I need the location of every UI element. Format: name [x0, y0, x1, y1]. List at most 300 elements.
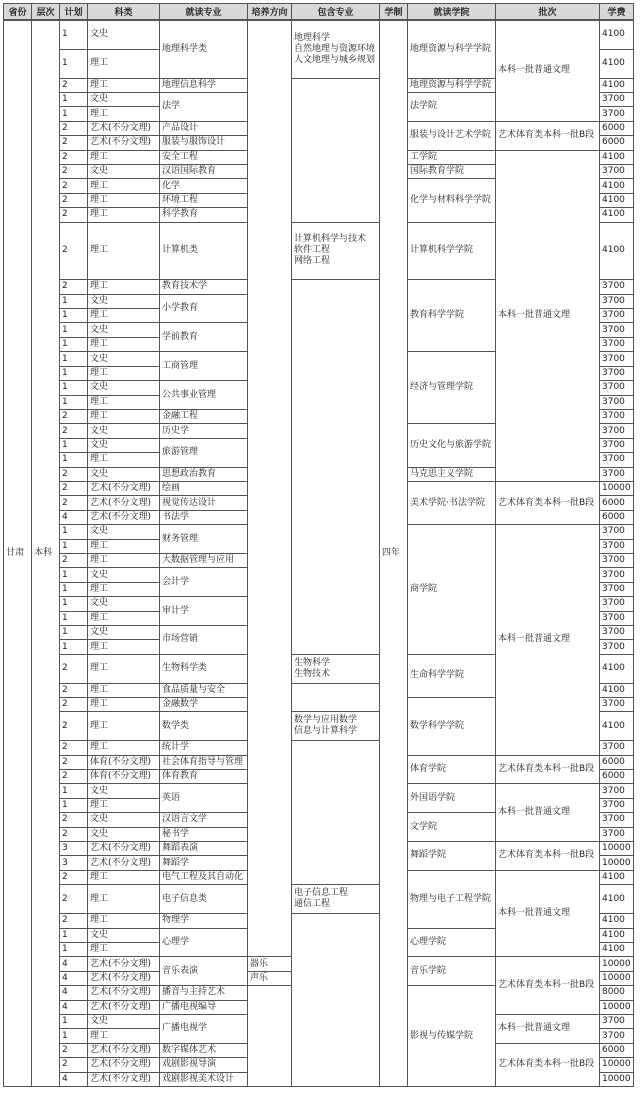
batch-cell: 本科一批普通文理: [496, 784, 600, 842]
plan-cell: 2: [60, 683, 88, 697]
plan-cell: 2: [60, 121, 88, 135]
plan-cell: 2: [60, 136, 88, 150]
subject-cell: 理工: [88, 1029, 160, 1043]
major-cell: 物理学: [160, 914, 248, 928]
major-cell: 历史学: [160, 424, 248, 438]
fee-cell: 3700: [600, 1014, 634, 1028]
subject-cell: 理工: [88, 942, 160, 956]
includes-cell: 电子信息工程 通信工程: [292, 885, 380, 914]
batch-cell: 艺术体育类本科一批B段: [496, 1043, 600, 1086]
subject-cell: 艺术(不分文理): [88, 856, 160, 870]
subject-cell: 艺术(不分文理): [88, 1058, 160, 1072]
plan-cell: 2: [60, 770, 88, 784]
subject-cell: 理工: [88, 193, 160, 207]
fee-cell: 4100: [600, 78, 634, 92]
province-cell: 甘肃: [4, 21, 32, 1087]
fee-cell: 3700: [600, 381, 634, 395]
fee-cell: 3700: [600, 611, 634, 625]
subject-cell: 艺术(不分文理): [88, 1072, 160, 1086]
plan-cell: 1: [60, 1014, 88, 1028]
major-cell: 广播电视学: [160, 1014, 248, 1043]
subject-cell: 艺术(不分文理): [88, 496, 160, 510]
batch-cell: 本科一批普通文理: [496, 870, 600, 956]
plan-cell: 1: [60, 525, 88, 539]
subject-cell: 理工: [88, 337, 160, 351]
plan-cell: 1: [60, 582, 88, 596]
subject-cell: 艺术(不分文理): [88, 481, 160, 495]
college-cell: 商学院: [408, 525, 496, 655]
subject-cell: 理工: [88, 712, 160, 741]
plan-cell: 1: [60, 395, 88, 409]
plan-cell: 4: [60, 1072, 88, 1086]
fee-cell: 6000: [600, 770, 634, 784]
subject-cell: 理工: [88, 107, 160, 121]
plan-cell: 1: [60, 107, 88, 121]
header-duration: 学制: [380, 4, 408, 20]
fee-cell: 3700: [600, 784, 634, 798]
subject-cell: 艺术(不分文理): [88, 510, 160, 524]
subject-cell: 理工: [88, 366, 160, 380]
fee-cell: 3700: [600, 107, 634, 121]
subject-cell: 理工: [88, 150, 160, 164]
plan-cell: 3: [60, 842, 88, 856]
subject-cell: 艺术(不分文理): [88, 121, 160, 135]
college-cell: 计算机科学学院: [408, 222, 496, 280]
plan-cell: 2: [60, 78, 88, 92]
fee-cell: 3700: [600, 582, 634, 596]
fee-cell: 4100: [600, 21, 634, 50]
fee-cell: 3700: [600, 1029, 634, 1043]
major-cell: 绘画: [160, 481, 248, 495]
fee-cell: 3700: [600, 337, 634, 351]
plan-cell: 2: [60, 813, 88, 827]
fee-cell: 3700: [600, 827, 634, 841]
fee-cell: 6000: [600, 510, 634, 524]
college-cell: 地理资源与科学学院: [408, 78, 496, 92]
major-cell: 服装与服饰设计: [160, 136, 248, 150]
fee-cell: 3700: [600, 698, 634, 712]
subject-cell: 理工: [88, 611, 160, 625]
fee-cell: 6000: [600, 496, 634, 510]
major-cell: 电气工程及其自动化: [160, 870, 248, 884]
major-cell: 戏剧影视导演: [160, 1058, 248, 1072]
includes-cell: 数学与应用数学 信息与计算科学: [292, 712, 380, 741]
subject-cell: 理工: [88, 914, 160, 928]
fee-cell: 3700: [600, 798, 634, 812]
major-cell: 地理科学类: [160, 21, 248, 79]
major-cell: 心理学: [160, 928, 248, 957]
direction-cell: [248, 986, 292, 1087]
plan-cell: 2: [60, 481, 88, 495]
fee-cell: 4100: [600, 928, 634, 942]
college-cell: 国际教育学院: [408, 165, 496, 179]
college-cell: 工学院: [408, 150, 496, 164]
subject-cell: 理工: [88, 640, 160, 654]
batch-cell: 艺术体育类本科一批B段: [496, 481, 600, 524]
major-cell: 工商管理: [160, 352, 248, 381]
fee-cell: 3700: [600, 323, 634, 337]
subject-cell: 理工: [88, 870, 160, 884]
major-cell: 广播电视编导: [160, 1000, 248, 1014]
major-cell: 社会体育指导与管理: [160, 755, 248, 769]
plan-cell: 2: [60, 1058, 88, 1072]
college-cell: 化学与材料科学学院: [408, 179, 496, 222]
subject-cell: 理工: [88, 885, 160, 914]
plan-cell: 1: [60, 640, 88, 654]
subject-cell: 文史: [88, 93, 160, 107]
fee-cell: 4100: [600, 49, 634, 78]
subject-cell: 文史: [88, 165, 160, 179]
includes-cell: [292, 683, 380, 712]
fee-cell: 3700: [600, 553, 634, 567]
subject-cell: 艺术(不分文理): [88, 957, 160, 971]
fee-cell: 6000: [600, 121, 634, 135]
subject-cell: 文史: [88, 323, 160, 337]
subject-cell: 理工: [88, 654, 160, 683]
batch-cell: 本科一批普通文理: [496, 150, 600, 481]
header-fee: 学费: [600, 4, 634, 20]
includes-cell: 生物科学 生物技术: [292, 654, 380, 683]
plan-cell: 2: [60, 467, 88, 481]
plan-cell: 2: [60, 885, 88, 914]
plan-cell: 2: [60, 222, 88, 280]
fee-cell: 3700: [600, 525, 634, 539]
fee-cell: 4100: [600, 193, 634, 207]
plan-cell: 1: [60, 49, 88, 78]
subject-cell: 理工: [88, 395, 160, 409]
plan-cell: 1: [60, 611, 88, 625]
major-cell: 统计学: [160, 741, 248, 755]
subject-cell: 理工: [88, 453, 160, 467]
major-cell: 环境工程: [160, 193, 248, 207]
fee-cell: 3700: [600, 568, 634, 582]
college-cell: 舞蹈学院: [408, 842, 496, 871]
major-cell: 舞蹈学: [160, 856, 248, 870]
plan-cell: 4: [60, 957, 88, 971]
plan-cell: 1: [60, 626, 88, 640]
subject-cell: 理工: [88, 280, 160, 294]
plan-cell: 1: [60, 438, 88, 452]
fee-cell: 3700: [600, 309, 634, 323]
subject-cell: 文史: [88, 21, 160, 50]
plan-cell: 2: [60, 409, 88, 423]
subject-cell: 理工: [88, 553, 160, 567]
major-cell: 书法学: [160, 510, 248, 524]
major-cell: 旅游管理: [160, 438, 248, 467]
major-cell: 音乐表演: [160, 957, 248, 986]
plan-cell: 1: [60, 928, 88, 942]
fee-cell: 3700: [600, 424, 634, 438]
plan-cell: 1: [60, 323, 88, 337]
plan-cell: 2: [60, 553, 88, 567]
major-cell: 食品质量与安全: [160, 683, 248, 697]
subject-cell: 体育(不分文理): [88, 755, 160, 769]
fee-cell: 4100: [600, 942, 634, 956]
subject-cell: 文史: [88, 352, 160, 366]
major-cell: 汉语国际教育: [160, 165, 248, 179]
college-cell: 服装与设计艺术学院: [408, 121, 496, 150]
subject-cell: 艺术(不分文理): [88, 1000, 160, 1014]
header-batch: 批次: [496, 4, 600, 20]
header-major: 就读专业: [160, 4, 248, 20]
batch-cell: 艺术体育类本科一批B段: [496, 957, 600, 1015]
major-cell: 财务管理: [160, 525, 248, 554]
fee-cell: 3700: [600, 453, 634, 467]
college-cell: 物理与电子工程学院: [408, 870, 496, 928]
major-cell: 舞蹈表演: [160, 842, 248, 856]
major-cell: 会计学: [160, 568, 248, 597]
subject-cell: 理工: [88, 179, 160, 193]
plan-cell: 2: [60, 208, 88, 222]
college-cell: 数学科学学院: [408, 698, 496, 756]
major-cell: 学前教育: [160, 323, 248, 352]
fee-cell: 10000: [600, 1072, 634, 1086]
batch-cell: 艺术体育类本科一批B段: [496, 121, 600, 150]
subject-cell: 文史: [88, 597, 160, 611]
plan-cell: 1: [60, 21, 88, 50]
plan-cell: 1: [60, 942, 88, 956]
includes-cell: [292, 914, 380, 1087]
fee-cell: 10000: [600, 957, 634, 971]
includes-cell: [292, 78, 380, 222]
major-cell: 数学类: [160, 712, 248, 741]
fee-cell: 4100: [600, 179, 634, 193]
batch-cell: 本科一批普通文理: [496, 525, 600, 755]
direction-cell: 器乐: [248, 957, 292, 971]
fee-cell: 4100: [600, 712, 634, 741]
plan-cell: 2: [60, 827, 88, 841]
fee-cell: 3700: [600, 741, 634, 755]
college-cell: 美术学院·书法学院: [408, 481, 496, 524]
major-cell: 化学: [160, 179, 248, 193]
fee-cell: 10000: [600, 842, 634, 856]
plan-cell: 1: [60, 539, 88, 553]
plan-cell: 1: [60, 366, 88, 380]
plan-cell: 4: [60, 1000, 88, 1014]
major-cell: 法学: [160, 93, 248, 122]
fee-cell: 3700: [600, 467, 634, 481]
subject-cell: 艺术(不分文理): [88, 842, 160, 856]
fee-cell: 3700: [600, 294, 634, 308]
subject-cell: 理工: [88, 698, 160, 712]
fee-cell: 4100: [600, 870, 634, 884]
fee-cell: 3700: [600, 539, 634, 553]
table-row: [4, 21, 634, 50]
major-cell: 公共事业管理: [160, 381, 248, 410]
includes-cell: 计算机科学与技术 软件工程 网络工程: [292, 222, 380, 280]
fee-cell: 10000: [600, 856, 634, 870]
college-cell: 影视与传媒学院: [408, 986, 496, 1087]
subject-cell: 理工: [88, 539, 160, 553]
fee-cell: 4100: [600, 654, 634, 683]
plan-cell: 2: [60, 914, 88, 928]
duration-cell: 四年: [380, 21, 408, 1087]
subject-cell: 文史: [88, 467, 160, 481]
header-includes: 包含专业: [292, 4, 380, 20]
major-cell: 视觉传达设计: [160, 496, 248, 510]
subject-cell: 理工: [88, 409, 160, 423]
fee-cell: 3700: [600, 165, 634, 179]
plan-cell: 2: [60, 179, 88, 193]
fee-cell: 3700: [600, 280, 634, 294]
major-cell: 思想政治教育: [160, 467, 248, 481]
major-cell: 英语: [160, 784, 248, 813]
major-cell: 市场营销: [160, 626, 248, 655]
subject-cell: 理工: [88, 741, 160, 755]
batch-cell: 本科一批普通文理: [496, 1014, 600, 1043]
header-province: 省份: [4, 4, 32, 20]
plan-cell: 1: [60, 309, 88, 323]
header-subject: 科类: [88, 4, 160, 20]
plan-cell: 1: [60, 352, 88, 366]
major-cell: 安全工程: [160, 150, 248, 164]
plan-cell: 4: [60, 971, 88, 985]
college-cell: 历史文化与旅游学院: [408, 424, 496, 467]
college-cell: 地理资源与科学学院: [408, 21, 496, 79]
college-cell: 法学院: [408, 93, 496, 122]
subject-cell: 文史: [88, 568, 160, 582]
header-level: 层次: [32, 4, 60, 20]
fee-cell: 6000: [600, 1043, 634, 1057]
admission-table: [3, 20, 634, 1087]
header-direction: 培养方向: [248, 4, 292, 20]
plan-cell: 4: [60, 510, 88, 524]
plan-cell: 3: [60, 856, 88, 870]
plan-cell: 2: [60, 741, 88, 755]
major-cell: 秘书学: [160, 827, 248, 841]
includes-cell: [292, 741, 380, 885]
fee-cell: 4100: [600, 222, 634, 280]
batch-cell: 本科一批普通文理: [496, 21, 600, 122]
subject-cell: 文史: [88, 928, 160, 942]
major-cell: 体育教育: [160, 770, 248, 784]
plan-cell: 1: [60, 798, 88, 812]
major-cell: 金融工程: [160, 409, 248, 423]
plan-cell: 2: [60, 654, 88, 683]
fee-cell: 10000: [600, 481, 634, 495]
subject-cell: 理工: [88, 798, 160, 812]
subject-cell: 理工: [88, 78, 160, 92]
fee-cell: 4100: [600, 150, 634, 164]
plan-cell: 2: [60, 424, 88, 438]
batch-cell: 艺术体育类本科一批B段: [496, 842, 600, 871]
fee-cell: 3700: [600, 640, 634, 654]
subject-cell: 文史: [88, 813, 160, 827]
subject-cell: 理工: [88, 222, 160, 280]
college-cell: 音乐学院: [408, 957, 496, 986]
includes-cell: [292, 280, 380, 655]
subject-cell: 文史: [88, 381, 160, 395]
fee-cell: 3700: [600, 395, 634, 409]
plan-cell: 1: [60, 1029, 88, 1043]
fee-cell: 10000: [600, 971, 634, 985]
direction-cell: [248, 21, 292, 957]
college-cell: 心理学院: [408, 928, 496, 957]
major-cell: 金融数学: [160, 698, 248, 712]
subject-cell: 理工: [88, 49, 160, 78]
major-cell: 科学教育: [160, 208, 248, 222]
plan-cell: 1: [60, 784, 88, 798]
plan-cell: 1: [60, 597, 88, 611]
major-cell: 电子信息类: [160, 885, 248, 914]
plan-cell: 1: [60, 453, 88, 467]
fee-cell: 8000: [600, 986, 634, 1000]
plan-cell: 2: [60, 755, 88, 769]
college-cell: 马克思主义学院: [408, 467, 496, 481]
plan-cell: 2: [60, 280, 88, 294]
major-cell: 教育技术学: [160, 280, 248, 294]
subject-cell: 理工: [88, 582, 160, 596]
fee-cell: 4100: [600, 683, 634, 697]
fee-cell: 10000: [600, 1058, 634, 1072]
subject-cell: 文史: [88, 424, 160, 438]
plan-cell: 1: [60, 381, 88, 395]
subject-cell: 艺术(不分文理): [88, 1043, 160, 1057]
major-cell: 审计学: [160, 597, 248, 626]
fee-cell: 3700: [600, 93, 634, 107]
subject-cell: 文史: [88, 626, 160, 640]
plan-cell: 1: [60, 294, 88, 308]
major-cell: 计算机类: [160, 222, 248, 280]
fee-cell: 6000: [600, 755, 634, 769]
subject-cell: 理工: [88, 683, 160, 697]
header-plan: 计划: [60, 4, 88, 20]
fee-cell: 3700: [600, 813, 634, 827]
subject-cell: 艺术(不分文理): [88, 971, 160, 985]
college-cell: 经济与管理学院: [408, 352, 496, 424]
plan-cell: 4: [60, 986, 88, 1000]
subject-cell: 文史: [88, 784, 160, 798]
college-cell: 教育科学学院: [408, 280, 496, 352]
major-cell: 地理信息科学: [160, 78, 248, 92]
plan-cell: 2: [60, 150, 88, 164]
fee-cell: 3700: [600, 626, 634, 640]
subject-cell: 文史: [88, 525, 160, 539]
fee-cell: 3700: [600, 366, 634, 380]
level-cell: 本科: [32, 21, 60, 1087]
fee-cell: 3700: [600, 597, 634, 611]
college-cell: 生命科学学院: [408, 654, 496, 697]
college-cell: 体育学院: [408, 755, 496, 784]
plan-cell: 2: [60, 165, 88, 179]
subject-cell: 文史: [88, 438, 160, 452]
fee-cell: 10000: [600, 1000, 634, 1014]
plan-cell: 2: [60, 712, 88, 741]
major-cell: 小学教育: [160, 294, 248, 323]
fee-cell: 4100: [600, 914, 634, 928]
includes-cell: 地理科学 自然地理与资源环境 人文地理与城乡规划: [292, 21, 380, 79]
plan-cell: 2: [60, 698, 88, 712]
batch-cell: 艺术体育类本科一批B段: [496, 755, 600, 784]
subject-cell: 理工: [88, 309, 160, 323]
major-cell: 产品设计: [160, 121, 248, 135]
fee-cell: 3700: [600, 438, 634, 452]
subject-cell: 艺术(不分文理): [88, 136, 160, 150]
fee-cell: 3700: [600, 352, 634, 366]
major-cell: 汉语言文学: [160, 813, 248, 827]
header-college: 就读学院: [408, 4, 496, 20]
fee-cell: 3700: [600, 409, 634, 423]
plan-cell: 2: [60, 1043, 88, 1057]
college-cell: 外国语学院: [408, 784, 496, 813]
fee-cell: 6000: [600, 136, 634, 150]
major-cell: 播音与主持艺术: [160, 986, 248, 1000]
college-cell: 文学院: [408, 813, 496, 842]
subject-cell: 理工: [88, 208, 160, 222]
subject-cell: 文史: [88, 294, 160, 308]
major-cell: 戏剧影视美术设计: [160, 1072, 248, 1086]
major-cell: 生物科学类: [160, 654, 248, 683]
